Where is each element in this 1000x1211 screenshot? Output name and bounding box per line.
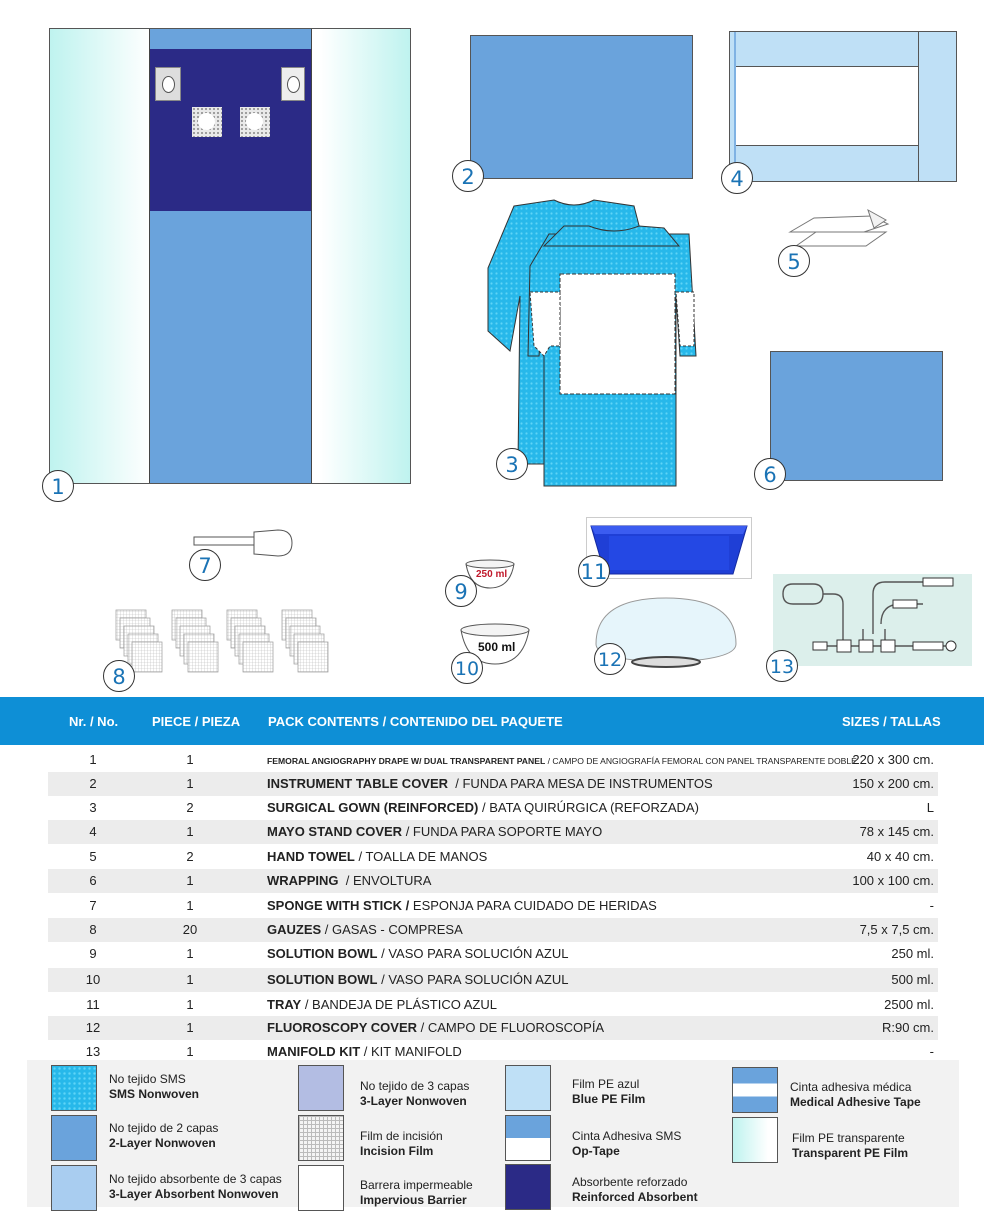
legend-item [792, 1131, 908, 1161]
legend-es: Film de incisión [360, 1129, 443, 1143]
cell-no: 2 [89, 776, 97, 791]
cell-piece: 2 [186, 800, 194, 815]
legend-es: No tejido de 3 capas [360, 1079, 470, 1093]
item-name-es: / VASO PARA SOLUCIÓN AZUL [377, 972, 569, 987]
wrapping-illustration [770, 351, 943, 481]
cell-no: 13 [85, 1044, 101, 1059]
item-name-es: / CAMPO DE ANGIOGRAFÍA FEMORAL CON PANEL TRANSPARENTE DOBLE [545, 756, 857, 766]
legend-en: Medical Adhesive Tape [790, 1095, 921, 1109]
table-cover-illustration [470, 35, 693, 179]
cell-contents [267, 800, 699, 815]
cell-no: 12 [85, 1020, 101, 1035]
legend-item [572, 1129, 681, 1159]
legend-en: Op-Tape [572, 1144, 620, 1158]
item-name-en: FEMORAL ANGIOGRAPHY DRAPE W/ DUAL TRANSPARENT PANEL [267, 756, 546, 766]
item-name-en: HAND TOWEL [267, 849, 355, 864]
legend-es: No tejido SMS [109, 1072, 186, 1086]
callout-7: 7 [189, 549, 221, 581]
cell-size: - [929, 1044, 934, 1059]
callout-5: 5 [778, 245, 810, 277]
callout-12: 12 [594, 643, 626, 675]
cell-piece: 1 [186, 752, 194, 767]
header-sizes: SIZES / TALLAS [842, 714, 941, 729]
table-row [48, 748, 938, 772]
cell-contents [267, 824, 602, 839]
cell-contents [267, 849, 487, 864]
swatch-op-tape [505, 1115, 551, 1161]
mayo-cover-illustration [729, 31, 957, 182]
legend-es: Film PE azul [572, 1077, 640, 1091]
table-row [48, 968, 938, 992]
table-row [48, 1016, 938, 1040]
legend-item [790, 1080, 921, 1110]
cell-size: 100 x 100 cm. [852, 873, 934, 888]
swatch-reinforced-absorbent [505, 1164, 551, 1210]
cell-piece: 1 [186, 972, 194, 987]
table-header [0, 697, 984, 745]
callout-11: 11 [578, 555, 610, 587]
cell-contents [267, 997, 497, 1012]
cell-no: 5 [89, 849, 97, 864]
table-row [48, 894, 938, 918]
cell-size: 7,5 x 7,5 cm. [859, 922, 934, 937]
cell-piece: 1 [186, 1020, 194, 1035]
legend-item [109, 1072, 199, 1102]
cell-contents [267, 776, 713, 791]
cell-piece: 1 [186, 997, 194, 1012]
callout-6: 6 [754, 458, 786, 490]
item-name-es: / ENVOLTURA [338, 873, 432, 888]
callout-1: 1 [42, 470, 74, 502]
swatch-sms-nonwoven [51, 1065, 97, 1111]
table-row [48, 869, 938, 893]
cell-size: 150 x 200 cm. [852, 776, 934, 791]
item-name-es: / BATA QUIRÚRGICA (REFORZADA) [478, 800, 699, 815]
cell-contents [267, 1044, 462, 1059]
swatch-medical-adhesive-tape [732, 1067, 778, 1113]
cell-size: 250 ml. [891, 946, 934, 961]
cell-piece: 20 [182, 922, 198, 937]
table-row [48, 796, 938, 820]
cell-size: 40 x 40 cm. [866, 849, 934, 864]
material-legend [27, 1060, 959, 1207]
legend-es: Cinta adhesiva médica [790, 1080, 912, 1094]
cell-contents [267, 972, 568, 987]
cell-size: 500 ml. [891, 972, 934, 987]
item-name-en: WRAPPING [267, 873, 339, 888]
cell-no: 9 [89, 946, 97, 961]
callout-2: 2 [452, 160, 484, 192]
legend-en: Blue PE Film [572, 1092, 646, 1106]
item-name-en: MANIFOLD KIT [267, 1044, 361, 1059]
cell-no: 6 [89, 873, 97, 888]
item-name-es: ESPONJA PARA CUIDADO DE HERIDAS [409, 898, 657, 913]
surgical-gown-illustration [484, 196, 700, 488]
cell-contents [267, 922, 463, 937]
legend-en: Reinforced Absorbent [572, 1190, 698, 1204]
legend-es: No tejido absorbente de 3 capas [109, 1172, 282, 1186]
item-name-en: SURGICAL GOWN (REINFORCED) [267, 800, 479, 815]
item-name-en: SOLUTION BOWL [267, 972, 378, 987]
item-name-es: / GASAS - COMPRESA [321, 922, 463, 937]
item-name-es: / VASO PARA SOLUCIÓN AZUL [377, 946, 569, 961]
cell-no: 7 [89, 898, 97, 913]
cell-contents [267, 946, 568, 961]
cell-size: 78 x 145 cm. [859, 824, 934, 839]
item-name-es: / FUNDA PARA MESA DE INSTRUMENTOS [448, 776, 713, 791]
manifold-kit-illustration [773, 574, 972, 666]
cell-size: 2500 ml. [884, 997, 934, 1012]
cell-size: 220 x 300 cm. [852, 752, 934, 767]
header-no: Nr. / No. [69, 714, 119, 729]
swatch-3-layer-nonwoven [298, 1065, 344, 1111]
swatch-transparent-pe-film [732, 1117, 778, 1163]
legend-en: Impervious Barrier [360, 1193, 467, 1207]
legend-en: SMS Nonwoven [109, 1087, 200, 1101]
cell-size: L [926, 800, 934, 815]
legend-en: 2-Layer Nonwoven [109, 1136, 216, 1150]
cell-no: 4 [89, 824, 97, 839]
item-name-es: / FUNDA PARA SOPORTE MAYO [402, 824, 603, 839]
femoral-drape-illustration [49, 28, 411, 484]
cell-no: 10 [85, 972, 101, 987]
table-row [48, 993, 938, 1017]
legend-es: Cinta Adhesiva SMS [572, 1129, 682, 1143]
callout-3: 3 [496, 448, 528, 480]
legend-item [572, 1077, 645, 1107]
cell-contents [267, 898, 657, 913]
callout-10: 10 [451, 652, 483, 684]
legend-item [360, 1129, 443, 1159]
item-name-es: / BANDEJA DE PLÁSTICO AZUL [301, 997, 497, 1012]
item-name-en: MAYO STAND COVER [267, 824, 403, 839]
cell-no: 11 [86, 997, 100, 1012]
cell-piece: 2 [186, 849, 194, 864]
swatch-3-layer-absorbent [51, 1165, 97, 1211]
cell-contents [267, 1020, 604, 1035]
item-name-es: / TOALLA DE MANOS [354, 849, 488, 864]
cell-piece: 1 [186, 873, 194, 888]
legend-en: 3-Layer Nonwoven [360, 1094, 467, 1108]
bowl-250-label: 250 ml [476, 569, 508, 580]
legend-es: Film PE transparente [792, 1131, 905, 1145]
cell-contents [267, 873, 431, 888]
header-contents: PACK CONTENTS / CONTENIDO DEL PAQUETE [268, 714, 563, 729]
item-name-en: GAUZES [267, 922, 322, 937]
header-piece: PIECE / PIEZA [152, 714, 241, 729]
callout-8: 8 [103, 660, 135, 692]
callout-9: 9 [445, 575, 477, 607]
callout-13: 13 [766, 650, 798, 682]
callout-4: 4 [721, 162, 753, 194]
cell-piece: 1 [186, 1044, 194, 1059]
item-name-en: SOLUTION BOWL [267, 946, 378, 961]
cell-piece: 1 [186, 824, 194, 839]
legend-en: Incision Film [360, 1144, 434, 1158]
table-row [48, 845, 938, 869]
gauzes-illustration [114, 608, 344, 678]
legend-en: Transparent PE Film [792, 1146, 909, 1160]
item-name-es: / KIT MANIFOLD [360, 1044, 462, 1059]
cell-piece: 1 [186, 898, 194, 913]
legend-item [109, 1172, 282, 1202]
cell-size: R:90 cm. [881, 1020, 934, 1035]
table-row [48, 942, 938, 966]
legend-es: No tejido de 2 capas [109, 1121, 219, 1135]
cell-contents [267, 756, 857, 766]
item-name-en: SPONGE WITH STICK / [267, 898, 410, 913]
swatch-blue-pe-film [505, 1065, 551, 1111]
cell-piece: 1 [186, 776, 194, 791]
cell-no: 1 [89, 752, 97, 767]
table-row [48, 918, 938, 942]
item-name-en: FLUOROSCOPY COVER [267, 1020, 418, 1035]
cell-piece: 1 [186, 946, 194, 961]
item-name-es: / CAMPO DE FLUOROSCOPÍA [417, 1020, 605, 1035]
cell-no: 3 [89, 800, 97, 815]
legend-item [360, 1178, 473, 1208]
cell-size: - [929, 898, 934, 913]
table-row [48, 772, 938, 796]
legend-en: 3-Layer Absorbent Nonwoven [109, 1187, 279, 1201]
item-name-en: INSTRUMENT TABLE COVER [267, 776, 449, 791]
legend-item [572, 1175, 698, 1205]
bowl-500-label: 500 ml [478, 640, 516, 654]
swatch-impervious-barrier [298, 1165, 344, 1211]
item-name-en: TRAY [267, 997, 302, 1012]
legend-item [109, 1121, 218, 1151]
swatch-2-layer-nonwoven [51, 1115, 97, 1161]
table-row [48, 820, 938, 844]
swatch-incision-film [298, 1115, 344, 1161]
legend-es: Barrera impermeable [360, 1178, 473, 1192]
legend-es: Absorbente reforzado [572, 1175, 688, 1189]
tray-illustration [586, 517, 752, 579]
legend-item [360, 1079, 469, 1109]
cell-no: 8 [89, 922, 97, 937]
